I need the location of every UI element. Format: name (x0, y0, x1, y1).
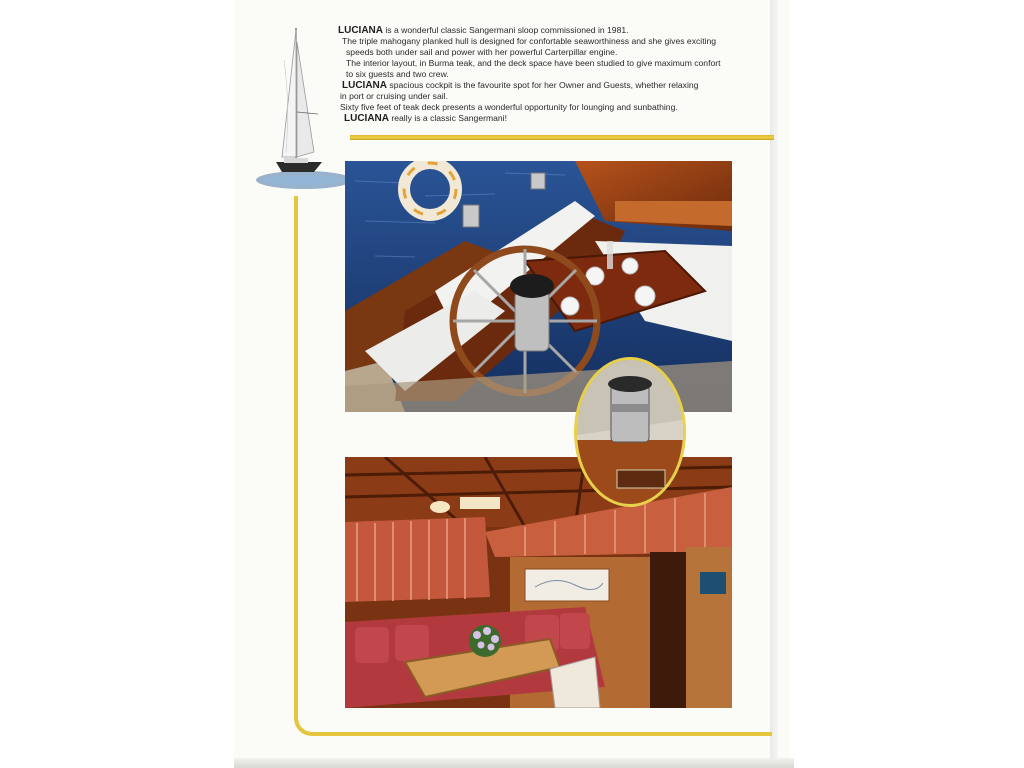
cockpit-photo (345, 161, 732, 412)
yacht-name: LUCIANA (344, 113, 389, 124)
hull-line: The triple mahogany planked hull is designed for confortable seaworthiness and she gives exciting (342, 36, 717, 46)
description-text (338, 25, 770, 124)
cockpit-line (338, 80, 770, 91)
gold-divider (350, 135, 774, 140)
guests-line: to six guests and two crew. (346, 69, 449, 79)
saloon-photo (345, 457, 732, 708)
intro-line (338, 25, 770, 36)
intro-text: is a wonderful classic Sangermani sloop commissioned in 1981. (385, 25, 629, 35)
speed-line: speeds both under sail and power with her powerful Carterpillar engine. (346, 47, 618, 57)
page-bottom-edge (234, 758, 794, 768)
winch-photo (574, 357, 686, 507)
deck-line: Sixty five feet of teak deck presents a wonderful opportunity for lounging and sunbathing. (340, 102, 678, 112)
yacht-name: LUCIANA (338, 25, 383, 36)
yacht-name: LUCIANA (342, 80, 387, 91)
layout-line: The interior layout, in Burma teak, and the deck space have been studied to give maximum confort (346, 58, 721, 68)
closing-text: really is a classic Sangermani! (391, 113, 507, 123)
closing-line (338, 113, 770, 124)
cockpit-continuation: in port or cruising under sail. (340, 91, 448, 101)
cockpit-text: spacious cockpit is the favourite spot for her Owner and Guests, whether relaxing (389, 80, 699, 90)
